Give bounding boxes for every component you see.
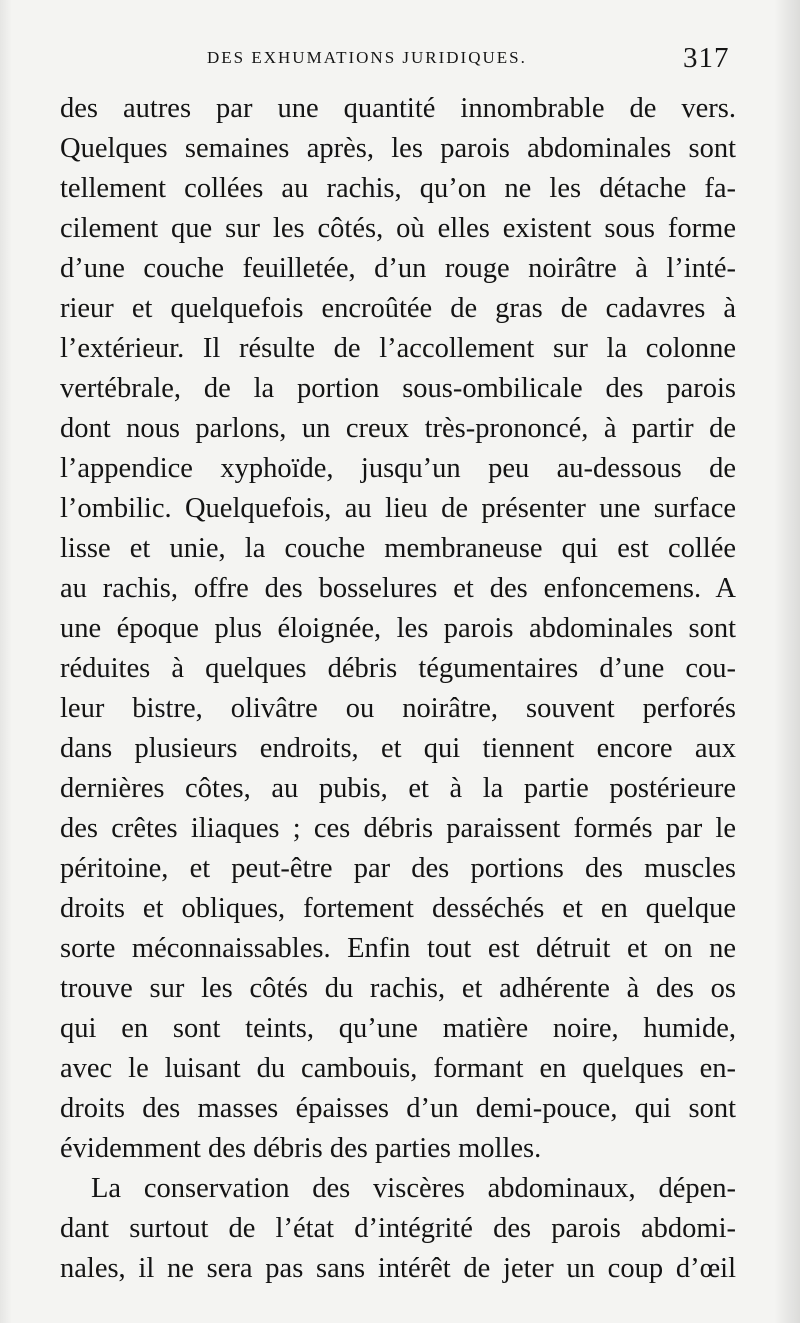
page-gutter-shadow <box>0 0 12 1323</box>
paragraph-last-line: évidemment des débris des parties molles. <box>60 1133 542 1164</box>
text-line: droits des masses épaisses d’un demi-pouce, qui sont <box>60 1093 736 1124</box>
text-line: tellement collées au rachis, qu’on ne les détache fa- <box>60 173 736 204</box>
text-line: dernières côtes, au pubis, et à la partie postérieure <box>60 773 736 804</box>
text-line: lisse et unie, la couche membraneuse qui est collée <box>60 533 736 564</box>
text-line: leur bistre, olivâtre ou noirâtre, souvent perforés <box>60 693 736 724</box>
text-line: d’une couche feuilletée, d’un rouge noirâtre à l’inté- <box>60 253 736 284</box>
page-number: 317 <box>683 42 730 74</box>
text-line: l’appendice xyphoïde, jusqu’un peu au-dessous de <box>60 453 736 484</box>
text-line: sorte méconnaissables. Enfin tout est détruit et on ne <box>60 933 736 964</box>
text-line: dont nous parlons, un creux très-prononcé, à partir de <box>60 413 736 444</box>
text-line: qui en sont teints, qu’une matière noire, humide, <box>60 1013 736 1044</box>
text-line: une époque plus éloignée, les parois abdominales sont <box>60 613 736 644</box>
text-line: l’extérieur. Il résulte de l’accollement sur la colonne <box>60 333 736 364</box>
text-line: au rachis, offre des bosselures et des enfoncemens. A <box>60 573 736 604</box>
page-edge-shadow <box>774 0 800 1323</box>
text-line: trouve sur les côtés du rachis, et adhérente à des os <box>60 973 736 1004</box>
text-line: nales, il ne sera pas sans intérêt de jeter un coup d’œil <box>60 1253 736 1284</box>
text-line: Quelques semaines après, les parois abdominales sont <box>60 133 736 164</box>
running-head: DES EXHUMATIONS JURIDIQUES. <box>207 48 527 67</box>
paragraph-first-line: La conservation des viscères abdominaux, dépen- <box>91 1173 736 1204</box>
text-line: avec le luisant du cambouis, formant en quelques en- <box>60 1053 736 1084</box>
text-line: droits et obliques, fortement desséchés et en quelque <box>60 893 736 924</box>
text-line: péritoine, et peut-être par des portions des muscles <box>60 853 736 884</box>
text-line: l’ombilic. Quelquefois, au lieu de présenter une surface <box>60 493 736 524</box>
text-line: des crêtes iliaques ; ces débris paraissent formés par le <box>60 813 736 844</box>
text-line: dant surtout de l’état d’intégrité des parois abdomi- <box>60 1213 736 1244</box>
text-line: dans plusieurs endroits, et qui tiennent encore aux <box>60 733 736 764</box>
text-line: rieur et quelquefois encroûtée de gras de cadavres à <box>60 293 736 324</box>
text-line: cilement que sur les côtés, où elles existent sous forme <box>60 213 736 244</box>
text-line: réduites à quelques débris tégumentaires d’une cou- <box>60 653 736 684</box>
text-line: des autres par une quantité innombrable de vers. <box>60 93 736 124</box>
text-line: vertébrale, de la portion sous-ombilicale des parois <box>60 373 736 404</box>
